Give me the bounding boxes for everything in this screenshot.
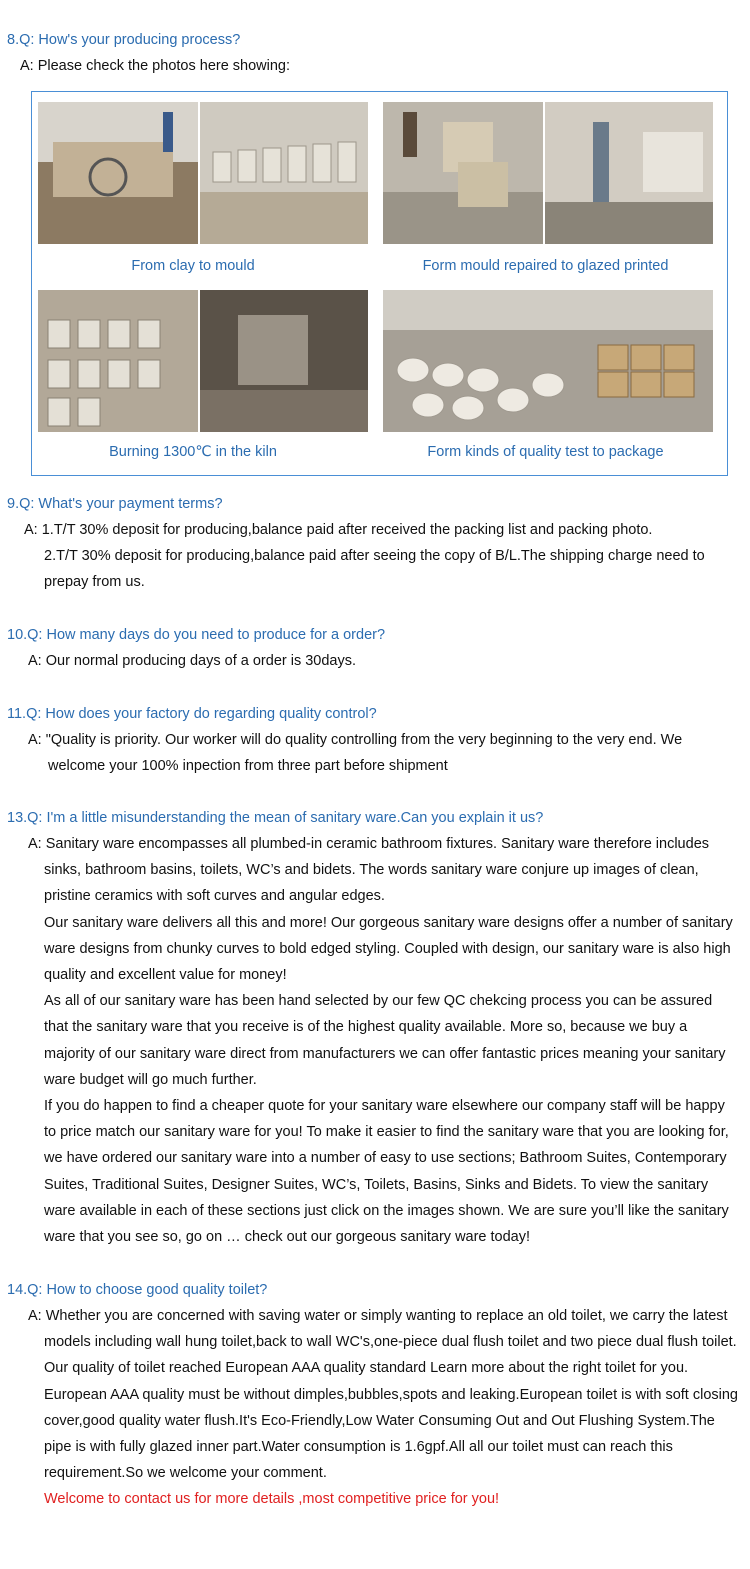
contact-message: Welcome to contact us for more details ,most competitive price for you!	[44, 1491, 500, 1508]
photo-caption: Burning 1300℃ in the kiln	[109, 444, 277, 460]
payment-term-1: A: 1.T/T 30% deposit for producing,balance paid after received the packing list and packing photo.	[24, 522, 653, 538]
question-10: 10.Q: How many days do you need to produce for a order?	[7, 627, 386, 643]
answer-11	[28, 727, 718, 779]
photo-caption: Form kinds of quality test to package	[427, 444, 664, 460]
answer-9	[24, 517, 739, 596]
answer-14	[28, 1303, 740, 1513]
photo-clay-to-mould	[38, 102, 368, 244]
photo-caption: From clay to mould	[131, 258, 255, 274]
sanitary-paragraph-3: As all of our sanitary ware has been hand selected by our few QC chekcing process you can be assured that the sanitary ware that you receive is of the highest quality available. More so, because we buy a majority of our sanitary ware direct from manufacturers we can offer fantastic prices meaning your sanitary ware budget will go much further.	[44, 993, 726, 1088]
photo-gallery	[31, 91, 728, 476]
sanitary-paragraph-4: If you do happen to find a cheaper quote for your sanitary ware elsewhere our company staff will be happy to price match our sanitary ware for you! To make it easier to find the sanitary ware that you are looking for, we have ordered our sanitary ware into a number of easy to use sections; Bathroom Suites, Contemporary Suites, Traditional Suites, Designer Suites, WC’s, Toilets, Basins, Sinks and Bidets. To view the sanitary ware available in each of these sections just click on the images shown. We are sure you’ll like the sanitary ware that you see so, go on … check out our gorgeous sanitary ware today!	[44, 1098, 729, 1246]
question-8: 8.Q: How's your producing process?	[7, 32, 241, 48]
answer-13	[28, 831, 740, 1250]
photo-mould-repaired	[383, 102, 713, 244]
sanitary-paragraph-2: Our sanitary ware delivers all this and more! Our gorgeous sanitary ware designs offer a number of sanitary ware designs from chunky curves to bold edged styling. Coupled with design, our sanitary ware is also high quality and excellent value for money!	[44, 914, 733, 984]
payment-term-2: 2.T/T 30% deposit for producing,balance paid after seeing the copy of B/L.The shipping charge need to prepay from us.	[44, 548, 705, 591]
question-13: 13.Q: I'm a little misunderstanding the mean of sanitary ware.Can you explain it us?	[7, 810, 544, 826]
photo-quality-test	[383, 290, 713, 432]
quality-control-answer: A: "Quality is priority. Our worker will do quality controlling from the very beginning to the very end. We welcome your 100% inpection from three part before shipment	[28, 732, 683, 775]
answer-8: A: Please check the photos here showing:	[20, 58, 291, 74]
question-9: 9.Q: What's your payment terms?	[7, 496, 223, 512]
question-11: 11.Q: How does your factory do regarding quality control?	[7, 706, 377, 722]
photo-kiln	[38, 290, 368, 432]
photo-caption: Form mould repaired to glazed printed	[422, 258, 669, 274]
question-14: 14.Q: How to choose good quality toilet?	[7, 1282, 268, 1298]
toilet-paragraph-1: A: Whether you are concerned with saving water or simply wanting to replace an old toilet, we carry the latest models including wall hung toilet,back to wall WC's,one-piece dual flush toilet and two piece dual flush toilet. Our quality of toilet reached European AAA quality standard Learn more about the right toilet for you.	[28, 1308, 737, 1377]
sanitary-paragraph-1: A: Sanitary ware encompasses all plumbed-in ceramic bathroom fixtures. Sanitary ware therefore includes sinks, bathroom basins, toilets, WC’s and bidets. The words sanitary ware conjure up images of clean, pristine ceramics with soft curves and angular edges.	[28, 836, 710, 905]
answer-10: A: Our normal producing days of a order is 30days.	[28, 653, 357, 669]
toilet-paragraph-2: European AAA quality must be without dimples,bubbles,spots and leaking.European toilet is with soft closing cover,good quality water flush.It's Eco-Friendly,Low Water Consuming Out and Out Flushing System.The pipe is with fully glazed inner part.Water consumption is 1.6gpf.All all our toilet must can reach this requirement.So we welcome your comment.	[44, 1386, 738, 1482]
